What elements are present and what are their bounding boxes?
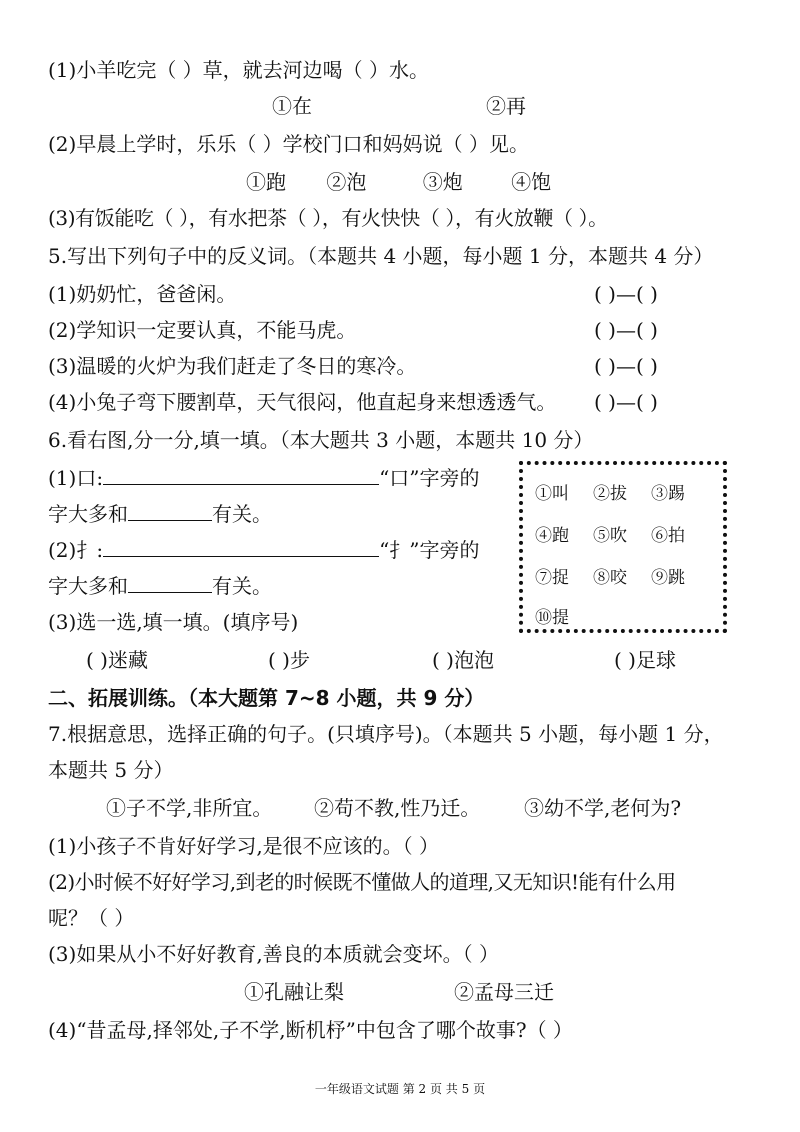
- char-ti-lift: ⑩提: [535, 608, 569, 628]
- q5-item-2: (2)学知识一定要认真，不能马虎。: [48, 318, 357, 342]
- q5-blank-1[interactable]: ( )—( ): [594, 282, 658, 306]
- q4-item-2: (2)早晨上学时，乐乐（ ）学校门口和妈妈说（ ）见。: [48, 132, 530, 156]
- q6-kou-related-suffix: 有关。: [212, 502, 272, 526]
- q6-line-1: [48, 464, 480, 492]
- char-jiao: ①叫: [535, 484, 569, 504]
- option-pao-run: ①跑: [246, 170, 286, 194]
- q6-kou-related-blank[interactable]: [128, 500, 212, 521]
- q4-options-row: [246, 168, 551, 196]
- q6-line-5: (3)选一选,填一填。(填序号): [48, 610, 299, 634]
- fill-zu-qiu[interactable]: ( )足球: [614, 648, 676, 672]
- q6-shou-label: (2)扌:: [48, 538, 104, 562]
- q7-item-2-line-1: (2)小时候不好好学习,到老的时候既不懂做人的道理,又无知识!能有什么用: [48, 870, 676, 894]
- option-bao-full: ④饱: [511, 170, 552, 194]
- fill-pao-pao[interactable]: ( )泡泡: [432, 648, 494, 672]
- option-pao-cannon: ③炮: [422, 170, 463, 194]
- q6-kou-related-prefix: 字大多和: [48, 502, 128, 526]
- q6-shou-related-blank[interactable]: [128, 572, 212, 593]
- fill-bu[interactable]: ( )步: [268, 648, 310, 672]
- q7-story-option-1: ①孔融让梨: [244, 980, 344, 1004]
- q6-line-3: [48, 536, 480, 564]
- section-2-title: 二、拓展训练。（本大题第 7~8 小题，共 9 分）: [48, 686, 485, 710]
- char-pao: ④跑: [535, 526, 569, 546]
- q6-kou-label: (1)口:: [48, 466, 104, 490]
- q6-kou-radical-text: “口”字旁的: [379, 466, 480, 490]
- q6-shou-related-prefix: 字大多和: [48, 574, 128, 598]
- q5-item-4: (4)小兔子弯下腰割草，天气很闷，他直起身来想透透气。: [48, 390, 557, 414]
- q7-title-line-1: 7.根据意思，选择正确的句子。(只填序号)。（本题共 5 小题，每小题 1 分，: [48, 722, 724, 746]
- q5-item-3: (3)温暖的火炉为我们赶走了冬日的寒冷。: [48, 354, 417, 378]
- char-ba: ②拔: [593, 484, 627, 504]
- q7-option-2: ②苟不教,性乃迁。: [314, 796, 481, 820]
- q6-shou-related-suffix: 有关。: [212, 574, 272, 598]
- q7-item-3: (3)如果从小不好好教育,善良的本质就会变坏。（ ）: [48, 942, 500, 966]
- q5-blank-2[interactable]: ( )—( ): [594, 318, 658, 342]
- q4-option-zai: ①在: [272, 94, 312, 118]
- q7-option-3: ③幼不学,老何为?: [524, 796, 682, 820]
- q7-item-2-line-2: 呢？（ ）: [48, 906, 135, 930]
- page-footer: 一年级语文试题 第 2 页 共 5 页: [314, 1082, 486, 1096]
- char-chui: ⑤吹: [593, 526, 627, 546]
- q6-line-2: [48, 500, 272, 528]
- char-zhuo: ⑦捉: [535, 568, 569, 588]
- option-pao-bubble: ②泡: [326, 170, 367, 194]
- q6-shou-blank[interactable]: [103, 536, 379, 557]
- char-yao: ⑧咬: [593, 568, 627, 588]
- q7-item-1: (1)小孩子不肯好好学习,是很不应该的。（ ）: [48, 834, 440, 858]
- q5-blank-3[interactable]: ( )—( ): [594, 354, 658, 378]
- q4-item-3: (3)有饭能吃（ ），有水把茶（ ），有火快快（ ），有火放鞭（ ）。: [48, 206, 608, 230]
- q6-title: 6.看右图,分一分,填一填。（本大题共 3 小题，本题共 10 分）: [48, 428, 594, 452]
- q7-story-option-2: ②孟母三迁: [454, 980, 554, 1004]
- character-box: [519, 461, 727, 633]
- q5-item-1: (1)奶奶忙，爸爸闲。: [48, 282, 237, 306]
- q7-title-line-2: 本题共 5 分）: [48, 758, 174, 782]
- q7-item-4: (4)“昔孟母,择邻处,子不学,断机杼”中包含了哪个故事?（ ）: [48, 1018, 573, 1042]
- q4-option-zai2: ②再: [486, 94, 526, 118]
- q7-option-1: ①子不学,非所宜。: [106, 796, 273, 820]
- q6-shou-radical-text: “扌”字旁的: [379, 538, 480, 562]
- q5-title: 5.写出下列句子中的反义词。（本题共 4 小题，每小题 1 分，本题共 4 分）: [48, 244, 714, 268]
- q6-line-4: [48, 572, 272, 600]
- char-tiao: ⑨跳: [651, 568, 685, 588]
- fill-mi-cang[interactable]: ( )迷藏: [86, 648, 148, 672]
- q5-blank-4[interactable]: ( )—( ): [594, 390, 658, 414]
- char-pai: ⑥拍: [651, 526, 685, 546]
- q4-item-1: (1)小羊吃完（ ）草，就去河边喝（ ）水。: [48, 58, 430, 82]
- q6-kou-blank[interactable]: [103, 464, 379, 485]
- char-ti-kick: ③踢: [651, 484, 685, 504]
